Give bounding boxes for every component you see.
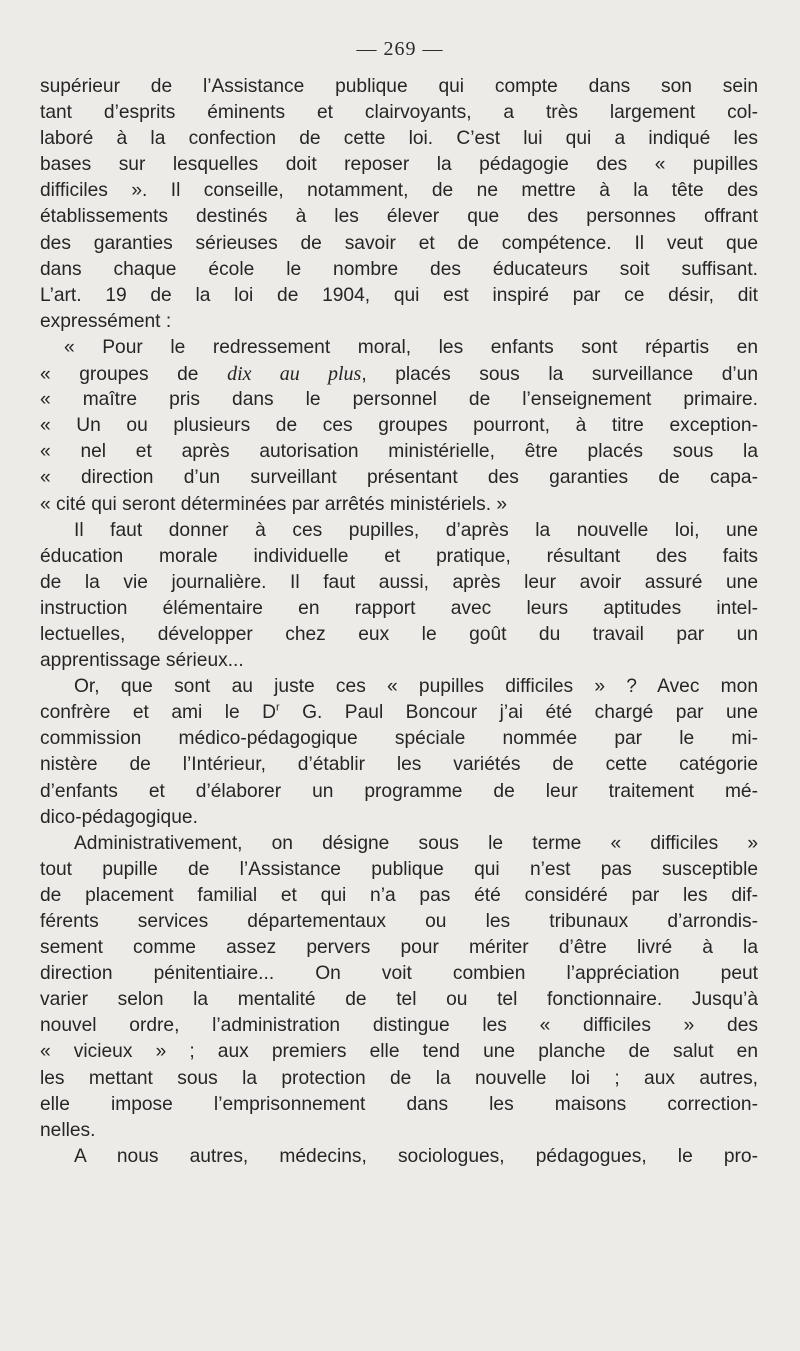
- text-line: [40, 1118, 758, 1144]
- text-line-content: « vicieux » ; aux premiers elle tend une planche de salut en: [40, 1041, 758, 1063]
- text-line: [40, 1039, 758, 1065]
- text-line: [40, 126, 758, 152]
- text-line: [40, 100, 758, 126]
- text-line-content: dico-pédagogique.: [40, 806, 198, 828]
- text-line: [40, 674, 758, 700]
- text-line: [40, 1013, 758, 1039]
- body-text: [40, 74, 758, 1170]
- text-line-content: Administrativement, on désigne sous le terme « difficiles »: [74, 832, 758, 854]
- text-line: [40, 648, 758, 674]
- text-line-content: commission médico-pédagogique spéciale nommée par le mi-: [40, 728, 758, 750]
- text-line: [40, 387, 758, 413]
- text-line: [40, 492, 758, 518]
- text-line: [40, 883, 758, 909]
- text-line: [40, 178, 758, 204]
- text-line: [40, 570, 758, 596]
- text-line-continuation: , placés sous la surveillance d’un: [361, 364, 758, 386]
- text-line-continuation: G. Paul Boncour j’ai été chargé par une: [279, 702, 758, 724]
- text-line: [40, 283, 758, 309]
- text-line-content: éducation morale individuelle et pratique, résultant des faits: [40, 545, 758, 567]
- text-line-content: supérieur de l’Assistance publique qui compte dans son sein: [40, 76, 758, 97]
- text-line-content: établissements destinés à les élever que des personnes offrant: [40, 206, 758, 228]
- text-line: [40, 831, 758, 857]
- text-line-content: « Pour le redressement moral, les enfants sont répartis en: [64, 336, 758, 358]
- text-line: [40, 152, 758, 178]
- text-line: [40, 231, 758, 257]
- text-line-content: apprentissage sérieux...: [40, 650, 244, 672]
- text-line-content: difficiles ». Il conseille, notamment, de ne mettre à la tête des: [40, 180, 758, 202]
- text-line-content: nouvel ordre, l’administration distingue les « difficiles » des: [40, 1015, 758, 1037]
- italic-phrase: dix au plus: [227, 363, 362, 386]
- page-number: — 269 —: [356, 38, 444, 60]
- text-line: [40, 909, 758, 935]
- text-line: [40, 465, 758, 491]
- text-line-content: « groupes de: [40, 364, 228, 386]
- text-line-content: expressément :: [40, 310, 172, 332]
- text-line-content: « Un ou plusieurs de ces groupes pourront, à titre exception-: [40, 415, 758, 437]
- text-line-content: A nous autres, médecins, sociologues, pédagogues, le pro-: [74, 1145, 758, 1167]
- text-line-content: L’art. 19 de la loi de 1904, qui est inspiré par ce désir, dit: [40, 284, 758, 306]
- text-line-content: varier selon la mentalité de tel ou tel fonctionnaire. Jusqu’à: [40, 989, 758, 1011]
- text-line: [40, 596, 758, 622]
- text-line: [40, 935, 758, 961]
- text-line-content: tant d’esprits éminents et clairvoyants, a très largement col-: [40, 102, 758, 124]
- text-line-content: férents services départementaux ou les tribunaux d’arrondis-: [40, 911, 758, 932]
- text-line-content: « direction d’un surveillant présentant des garanties de capa-: [40, 467, 758, 489]
- text-line: [40, 1144, 758, 1170]
- text-line: [40, 361, 758, 387]
- text-line-content: Or, que sont au juste ces « pupilles difficiles » ? Avec mon: [74, 676, 758, 698]
- text-line: [40, 544, 758, 570]
- text-line: [40, 309, 758, 335]
- text-line: [40, 805, 758, 831]
- text-line-content: de placement familial et qui n’a pas été considéré par les dif-: [40, 884, 758, 906]
- text-line: [40, 257, 758, 283]
- text-line-content: d’enfants et d’élaborer un programme de leur traitement mé-: [40, 780, 758, 802]
- text-line: [40, 518, 758, 544]
- text-line-content: Il faut donner à ces pupilles, d’après la nouvelle loi, une: [74, 519, 758, 541]
- text-line-content: instruction élémentaire en rapport avec leurs aptitudes intel-: [40, 597, 758, 619]
- superscript: r: [275, 701, 280, 714]
- text-line: [40, 752, 758, 778]
- text-line-content: « maître pris dans le personnel de l’enseignement primaire.: [40, 389, 758, 411]
- text-line: [40, 622, 758, 648]
- text-line-content: des garanties sérieuses de savoir et de compétence. Il veut que: [40, 232, 758, 254]
- text-line: [40, 779, 758, 805]
- text-line-content: confrère et ami le D: [40, 702, 276, 724]
- text-line: [40, 1066, 758, 1092]
- text-line: [40, 726, 758, 752]
- text-line-content: nelles.: [40, 1119, 96, 1141]
- text-line-content: « nel et après autorisation ministérielle, être placés sous la: [40, 441, 758, 463]
- text-line-content: « cité qui seront déterminées par arrêtés ministériels. »: [40, 493, 508, 515]
- text-line-content: les mettant sous la protection de la nouvelle loi ; aux autres,: [40, 1067, 758, 1089]
- text-line-content: direction pénitentiaire... On voit combien l’appréciation peut: [40, 963, 758, 985]
- text-line-content: de la vie journalière. Il faut aussi, après leur avoir assuré une: [40, 571, 758, 593]
- text-line-content: laboré à la confection de cette loi. C’est lui qui a indiqué les: [40, 128, 758, 150]
- text-line-content: tout pupille de l’Assistance publique qui n’est pas susceptible: [40, 858, 758, 880]
- text-line-content: bases sur lesquelles doit reposer la pédagogie des « pupilles: [40, 154, 758, 176]
- text-line: [40, 700, 758, 726]
- text-line-content: nistère de l’Intérieur, d’établir les variétés de cette catégorie: [40, 754, 758, 776]
- text-line: [40, 1092, 758, 1118]
- text-line: [40, 439, 758, 465]
- text-line-content: sement comme assez pervers pour mériter d’être livré à la: [40, 937, 758, 959]
- text-line-content: dans chaque école le nombre des éducateurs soit suffisant.: [40, 258, 758, 280]
- text-line: [40, 961, 758, 987]
- text-line: [40, 857, 758, 883]
- text-line: [40, 204, 758, 230]
- text-line-content: elle impose l’emprisonnement dans les maisons correction-: [40, 1093, 758, 1115]
- text-line: [40, 413, 758, 439]
- text-line: [40, 987, 758, 1013]
- text-line-content: lectuelles, développer chez eux le goût du travail par un: [40, 623, 758, 645]
- text-line: [40, 74, 758, 100]
- text-line: [40, 335, 758, 361]
